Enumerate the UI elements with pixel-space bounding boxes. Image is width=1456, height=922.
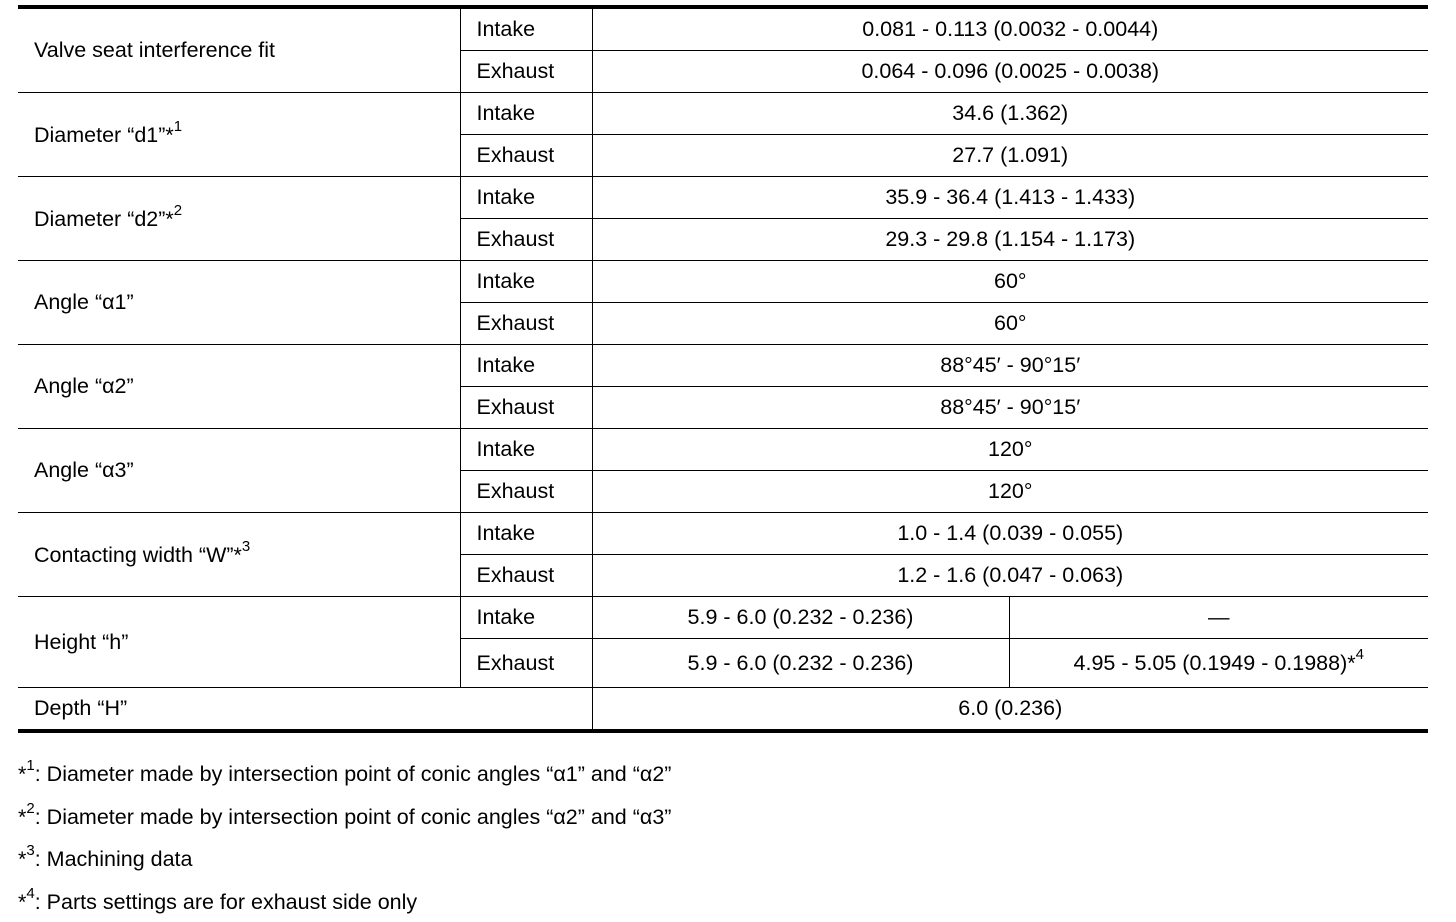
param-label: Diameter “d1”* [34,123,174,147]
footnote-ref: 4 [1356,646,1364,663]
footnote [18,752,671,795]
depth-value: 6.0 (0.236) [592,688,1428,732]
exhaust-value: 29.3 - 29.8 (1.154 - 1.173) [592,219,1428,261]
footnote-mark: * [18,890,26,914]
height-intake-value-b: — [1009,597,1428,639]
intake-value: 88°45′ - 90°15′ [592,345,1428,387]
exhaust-value: 1.2 - 1.6 (0.047 - 0.063) [592,555,1428,597]
footnote-number: 4 [26,885,34,902]
side-exhaust: Exhaust [460,219,592,261]
param-cell: Height “h” [18,597,460,688]
table-row [18,597,1428,639]
table-row [18,688,1428,732]
footnote-text: : Machining data [35,847,193,871]
side-intake: Intake [460,345,592,387]
intake-value: 34.6 (1.362) [592,93,1428,135]
table-row [18,345,1428,387]
side-intake: Intake [460,177,592,219]
footnote-ref: 3 [242,538,250,555]
param-label: Valve seat interference fit [34,38,275,62]
param-cell [18,513,460,597]
height-exhaust-value-a: 5.9 - 6.0 (0.232 - 0.236) [592,639,1009,688]
table-row [18,177,1428,219]
param-cell [18,93,460,177]
param-cell [18,7,460,93]
intake-value: 1.0 - 1.4 (0.039 - 0.055) [592,513,1428,555]
footnote-mark: * [18,847,26,871]
side-exhaust: Exhaust [460,555,592,597]
side-intake: Intake [460,7,592,51]
param-cell [18,177,460,261]
param-label: Contacting width “W”* [34,543,242,567]
exhaust-value: 60° [592,303,1428,345]
side-exhaust: Exhaust [460,387,592,429]
footnote-text: : Diameter made by intersection point of conic angles “α1” and “α2” [35,762,672,786]
footnote-mark: * [18,762,26,786]
side-exhaust: Exhaust [460,135,592,177]
footnote-number: 1 [26,757,34,774]
param-cell: Angle “α1” [18,261,460,345]
footnote-ref: 2 [174,202,182,219]
footnote-number: 3 [26,842,34,859]
side-exhaust: Exhaust [460,471,592,513]
exhaust-value: 88°45′ - 90°15′ [592,387,1428,429]
height-intake-value-a: 5.9 - 6.0 (0.232 - 0.236) [592,597,1009,639]
intake-value: 35.9 - 36.4 (1.413 - 1.433) [592,177,1428,219]
side-exhaust: Exhaust [460,51,592,93]
side-exhaust: Exhaust [460,639,592,688]
side-exhaust: Exhaust [460,303,592,345]
param-cell: Angle “α3” [18,429,460,513]
footnote-text: : Parts settings are for exhaust side only [35,890,417,914]
footnote-mark: * [18,805,26,829]
side-intake: Intake [460,513,592,555]
table-row [18,93,1428,135]
footnotes [18,752,671,922]
table-row [18,513,1428,555]
intake-value: 60° [592,261,1428,303]
table-row [18,7,1428,51]
footnote [18,880,671,922]
value-text: 4.95 - 5.05 (0.1949 - 0.1988)* [1074,652,1356,676]
table-row [18,261,1428,303]
height-exhaust-value-b [1009,639,1428,688]
footnote-number: 2 [26,800,34,817]
footnote-ref: 1 [174,118,182,135]
param-label: Diameter “d2”* [34,207,174,231]
exhaust-value: 27.7 (1.091) [592,135,1428,177]
table-row [18,429,1428,471]
exhaust-value: 0.064 - 0.096 (0.0025 - 0.0038) [592,51,1428,93]
footnote [18,795,671,838]
side-intake: Intake [460,429,592,471]
footnote-text: : Diameter made by intersection point of conic angles “α2” and “α3” [35,805,672,829]
exhaust-value: 120° [592,471,1428,513]
param-cell: Depth “H” [18,688,592,732]
intake-value: 120° [592,429,1428,471]
side-intake: Intake [460,93,592,135]
intake-value: 0.081 - 0.113 (0.0032 - 0.0044) [592,7,1428,51]
valve-seat-spec-table [18,5,1428,733]
side-intake: Intake [460,597,592,639]
footnote [18,837,671,880]
param-cell: Angle “α2” [18,345,460,429]
side-intake: Intake [460,261,592,303]
